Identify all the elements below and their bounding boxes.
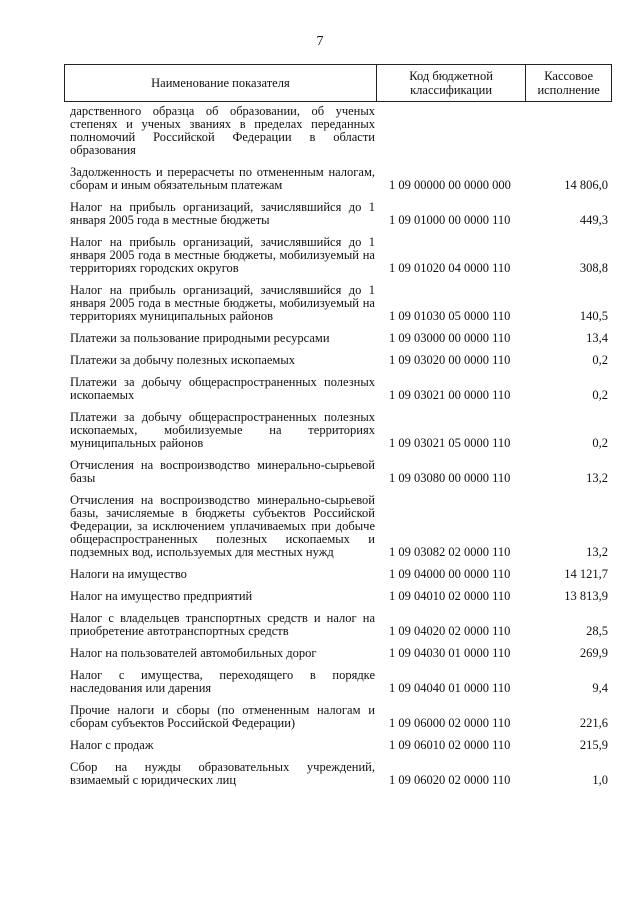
row-code: 1 09 01030 05 0000 110 xyxy=(389,309,511,323)
table-row xyxy=(70,332,610,345)
row-amount: 1,0 xyxy=(592,773,608,787)
row-amount: 140,5 xyxy=(579,309,608,323)
table-row xyxy=(70,284,610,323)
table-row xyxy=(70,166,610,192)
table-body xyxy=(70,105,610,796)
table-row xyxy=(70,612,610,638)
row-code: 1 09 04040 01 0000 110 xyxy=(389,681,511,695)
row-name: Сбор на нужды образовательных учреждений, взимаемый с юридических лиц xyxy=(70,760,375,787)
table-row xyxy=(70,236,610,275)
row-amount: 14 806,0 xyxy=(564,178,608,192)
row-amount: 14 121,7 xyxy=(564,567,608,581)
row-code: 1 09 06010 02 0000 110 xyxy=(389,738,511,752)
row-name: Налог с продаж xyxy=(70,738,154,752)
row-amount: 0,2 xyxy=(592,353,608,367)
row-name: Налог на прибыль организаций, зачислявшийся до 1 января 2005 года в местные бюджеты xyxy=(70,200,375,227)
row-name: Задолженность и перерасчеты по отмененным налогам, сборам и иным обязательным платежам xyxy=(70,165,375,192)
row-name: дарственного образца об образовании, об ученых степенях и ученых званиях в пределах переданных полномочий Российской Федерации в области образования xyxy=(70,104,375,157)
row-name: Отчисления на воспроизводство минерально-сырьевой базы, зачисляемые в бюджеты субъектов Российской Федерации, за исключением уплачиваемых при добыче общераспространенных полезных ископаемых и подземных вод, используемых для местных нужд xyxy=(70,493,375,559)
header-name: Наименование показателя xyxy=(65,65,377,101)
row-code: 1 09 04000 00 0000 110 xyxy=(389,567,511,581)
row-code: 1 09 04010 02 0000 110 xyxy=(389,589,511,603)
row-name: Отчисления на воспроизводство минерально-сырьевой базы xyxy=(70,458,375,485)
row-name: Налог с имущества, переходящего в порядке наследования или дарения xyxy=(70,668,375,695)
table-row xyxy=(70,568,610,581)
row-amount: 28,5 xyxy=(586,624,608,638)
row-code: 1 09 03080 00 0000 110 xyxy=(389,471,511,485)
row-code: 1 09 04020 02 0000 110 xyxy=(389,624,511,638)
row-amount: 13,2 xyxy=(586,545,608,559)
table-row xyxy=(70,354,610,367)
table-header xyxy=(64,64,612,102)
row-name: Налог с владельцев транспортных средств и налог на приобретение автотранспортных средств xyxy=(70,611,375,638)
table-row xyxy=(70,704,610,730)
row-code: 1 09 03021 05 0000 110 xyxy=(389,436,511,450)
header-amount: Кассовое исполнение xyxy=(537,69,600,97)
row-code: 1 09 03020 00 0000 110 xyxy=(389,353,511,367)
row-code: 1 09 01020 04 0000 110 xyxy=(389,261,511,275)
row-amount: 215,9 xyxy=(579,738,608,752)
row-amount: 0,2 xyxy=(592,388,608,402)
table-row xyxy=(70,201,610,227)
row-name: Платежи за добычу общераспространенных полезных ископаемых xyxy=(70,375,375,402)
row-code: 1 09 04030 01 0000 110 xyxy=(389,646,511,660)
table-row xyxy=(70,459,610,485)
row-name: Налог на прибыль организаций, зачислявшийся до 1 января 2005 года в местные бюджеты, мобилизуемый на территориях городских округов xyxy=(70,235,375,275)
row-amount: 221,6 xyxy=(579,716,608,730)
table-row xyxy=(70,669,610,695)
row-code: 1 09 01000 00 0000 110 xyxy=(389,213,511,227)
row-code: 1 09 03082 02 0000 110 xyxy=(389,545,511,559)
row-code: 1 09 06020 02 0000 110 xyxy=(389,773,511,787)
table-row xyxy=(70,739,610,752)
row-name: Налоги на имущество xyxy=(70,567,187,581)
row-amount: 9,4 xyxy=(592,681,608,695)
row-amount: 0,2 xyxy=(592,436,608,450)
row-amount: 13 813,9 xyxy=(564,589,608,603)
row-amount: 13,2 xyxy=(586,471,608,485)
row-name: Платежи за добычу общераспространенных полезных ископаемых, мобилизуемые на территориях муниципальных районов xyxy=(70,410,375,450)
table-row xyxy=(70,590,610,603)
table-row xyxy=(70,376,610,402)
row-name: Платежи за добычу полезных ископаемых xyxy=(70,353,295,367)
row-amount: 13,4 xyxy=(586,331,608,345)
table-row xyxy=(70,761,610,787)
table-row xyxy=(70,494,610,559)
row-code: 1 09 06000 02 0000 110 xyxy=(389,716,511,730)
page-number: 7 xyxy=(316,34,324,49)
row-amount: 449,3 xyxy=(579,213,608,227)
table-row xyxy=(70,105,610,157)
table-row xyxy=(70,411,610,450)
row-code: 1 09 03000 00 0000 110 xyxy=(389,331,511,345)
table-row xyxy=(70,647,610,660)
row-name: Налог на имущество предприятий xyxy=(70,589,253,603)
row-amount: 269,9 xyxy=(579,646,608,660)
row-name: Налог на пользователей автомобильных дорог xyxy=(70,646,317,660)
row-code: 1 09 00000 00 0000 000 xyxy=(389,178,511,192)
row-code: 1 09 03021 00 0000 110 xyxy=(389,388,511,402)
row-name: Прочие налоги и сборы (по отмененным налогам и сборам субъектов Российской Федерации) xyxy=(70,703,375,730)
row-amount: 308,8 xyxy=(579,261,608,275)
row-name: Платежи за пользование природными ресурсами xyxy=(70,331,330,345)
row-name: Налог на прибыль организаций, зачислявшийся до 1 января 2005 года в местные бюджеты, мобилизуемый на территориях муниципальных районов xyxy=(70,283,375,323)
header-code: Код бюджетной классификации xyxy=(377,65,526,101)
